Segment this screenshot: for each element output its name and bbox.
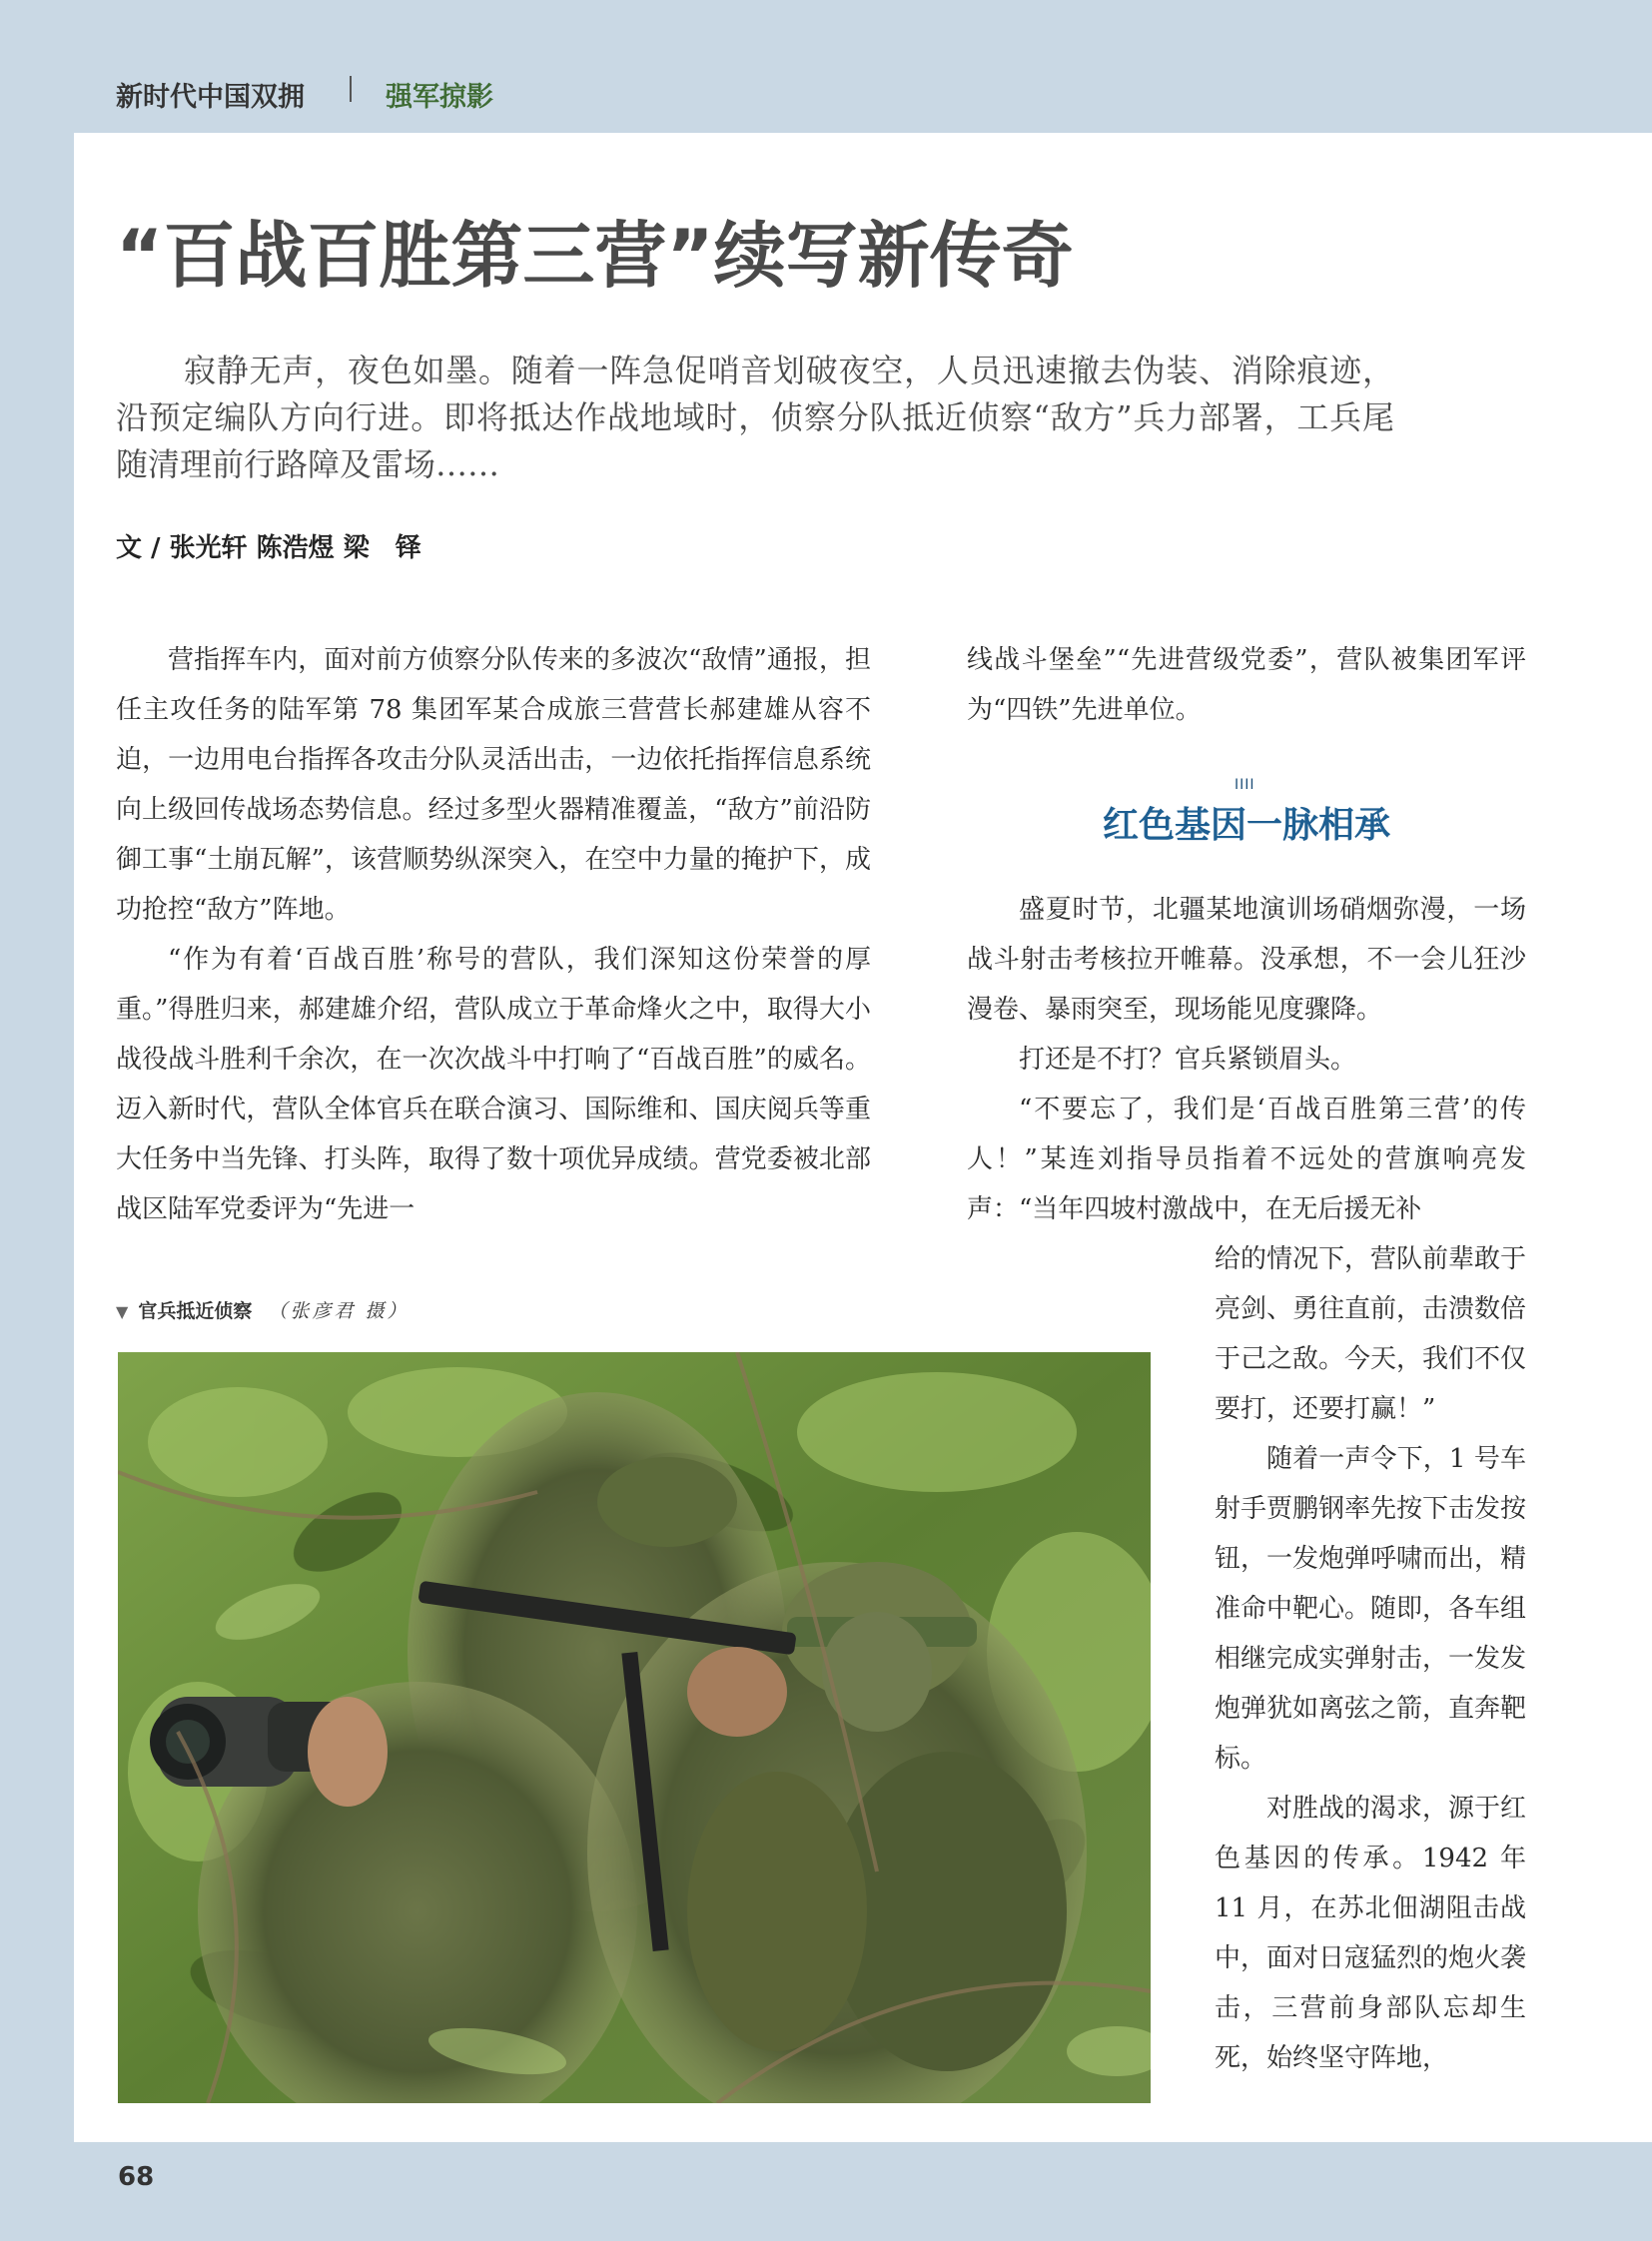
right-column-narrow — [1215, 1234, 1526, 2083]
paragraph: 盛夏时节，北疆某地演训场硝烟弥漫，一场战斗射击考核拉开帷幕。没承想，不一会儿狂沙漫卷、暴雨突至，现场能见度骤降。 — [967, 895, 1526, 1025]
section-name: 新时代中国双拥 — [116, 82, 305, 113]
paragraph: 线战斗堡垒”“先进营级党委”，营队被集团军评为“四铁”先进单位。 — [967, 645, 1526, 725]
paragraph: 打还是不打？官兵紧锁眉头。 — [1019, 1045, 1357, 1075]
photo-credit: （张彦君 摄） — [268, 1300, 410, 1322]
camouflaged-soldiers-photo — [118, 1352, 1151, 2103]
caption-triangle-icon: ▼ — [116, 1302, 129, 1321]
paragraph: 对胜战的渴求，源于红色基因的传承。1942 年 11 月，在苏北佃湖阻击战中，面对日寇猛烈的炮火袭击，三营前身部队忘却生死，始终坚守阵地， — [1215, 1794, 1527, 2073]
paragraph: “作为有着‘百战百胜’称号的营队，我们深知这份荣誉的厚重。”得胜归来，郝建雄介绍，营队成立于革命烽火之中，取得大小战役战斗胜利千余次，在一次次战斗中打响了“百战百胜”的威名。迈入新时代，营队全体官兵在联合演习、国际维和、国庆阅兵等重大任务中当先锋、打头阵，取得了数十项优异成绩。营党委被北部战区陆军党委评为“先进一 — [116, 945, 871, 1224]
subheading: 红色基因一脉相承 — [1102, 805, 1390, 846]
subheading-mark: IIII — [1235, 777, 1255, 793]
photo-caption — [116, 1296, 409, 1323]
byline: 文 / 张光轩 陈浩煜 梁 铎 — [116, 533, 421, 563]
right-column-top — [967, 635, 1526, 735]
article-photo — [118, 1352, 1151, 2103]
paragraph: 营指挥车内，面对前方侦察分队传来的多波次“敌情”通报，担任主攻任务的陆军第 78 集团军某合成旅三营营长郝建雄从容不迫，一边用电台指挥各攻击分队灵活出击，一边依托指挥信息系统向上级回传战场态势信息。经过多型火器精准覆盖，“敌方”前沿防御工事“土崩瓦解”，该营顺势纵深突入，在空中力量的掩护下，成功抢控“敌方”阵地。 — [116, 645, 871, 925]
caption-text: 官兵抵近侦察 — [138, 1300, 253, 1322]
paragraph: 给的情况下，营队前辈敢于亮剑、勇往直前，击溃数倍于己之敌。今天，我们不仅要打，还要打赢！” — [1215, 1244, 1527, 1424]
article-lead: 寂静无声，夜色如墨。随着一阵急促哨音划破夜空，人员迅速撤去伪装、消除痕迹，沿预定编队方向行进。即将抵达作战地域时，侦察分队抵近侦察“敌方”兵力部署，工兵尾随清理前行路障及雷场…… — [116, 352, 1394, 483]
paragraph: 随着一声令下，1 号车射手贾鹏钢率先按下击发按钮，一发炮弹呼啸而出，精准命中靶心。随即，各车组相继完成实弹射击，一发发炮弹犹如离弦之箭，直奔靶标。 — [1215, 1444, 1527, 1774]
paragraph: “不要忘了，我们是‘百战百胜第三营’的传人！”某连刘指导员指着不远处的营旗响亮发声：“当年四坡村激战中，在无后援无补 — [967, 1095, 1526, 1224]
footer-band — [0, 2142, 1652, 2241]
header-divider — [350, 76, 352, 102]
page-number: 68 — [118, 2162, 155, 2192]
left-column — [116, 635, 871, 1234]
right-column — [967, 885, 1526, 1234]
article-title: “百战百胜第三营”续写新传奇 — [116, 214, 1074, 298]
column-name: 强军掠影 — [386, 82, 493, 113]
